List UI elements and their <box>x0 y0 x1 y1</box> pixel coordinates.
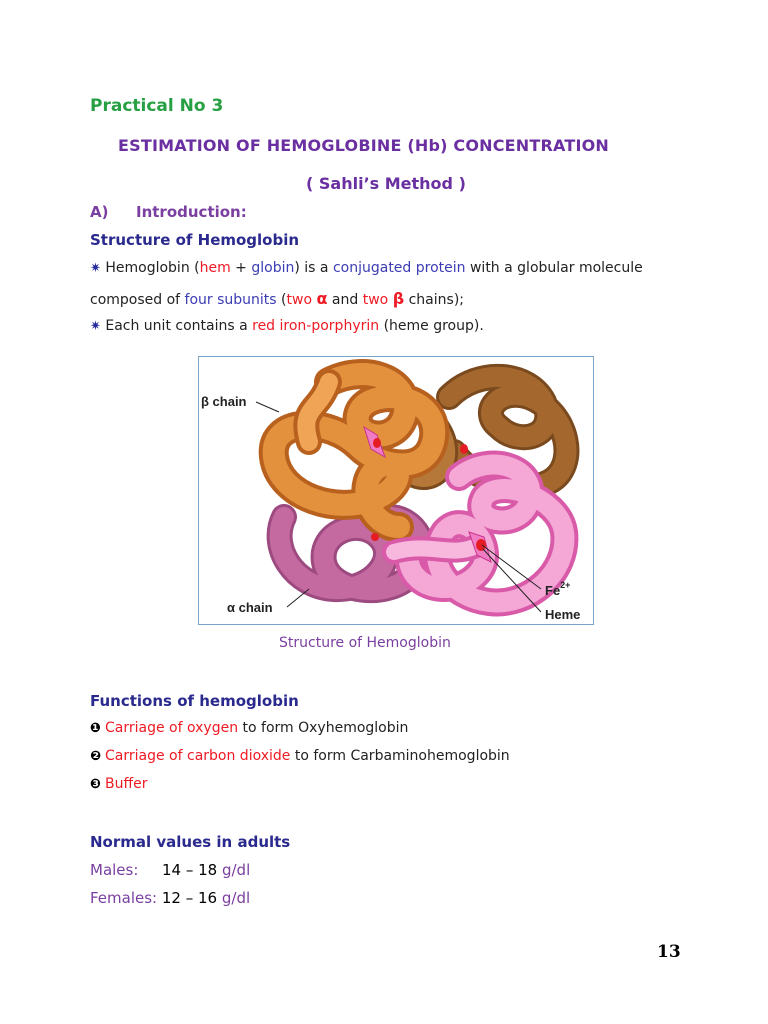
structure-heading: Structure of Hemoglobin <box>90 231 300 249</box>
function-item: ❷ Carriage of carbon dioxide to form Carbaminohemoglobin <box>90 748 510 764</box>
number-two-icon: ❷ <box>90 749 102 764</box>
main-title: ESTIMATION OF HEMOGLOBINE (Hb) CONCENTRATION <box>118 136 610 155</box>
function-item: ❸ Buffer <box>90 776 148 792</box>
females-row: Females: 12 – 16 g/dl <box>90 889 251 907</box>
number-one-icon: ❶ <box>90 721 102 736</box>
bullet-star-icon: ✷ <box>90 261 101 276</box>
section-a-label: A) <box>90 203 109 221</box>
number-three-icon: ❸ <box>90 777 102 792</box>
beta-chain-label: β chain <box>201 394 247 409</box>
bullet-1: ✷ Hemoglobin (hem + globin) is a conjugated protein with a globular molecule <box>90 260 643 276</box>
hemoglobin-illustration <box>199 357 593 624</box>
alpha-chain-label: α chain <box>227 600 273 615</box>
functions-heading: Functions of hemoglobin <box>90 692 299 710</box>
section-a-title: Introduction: <box>136 203 247 221</box>
figure-caption: Structure of Hemoglobin <box>279 635 451 651</box>
bullet-star-icon: ✷ <box>90 319 101 334</box>
method-title: ( Sahli’s Method ) <box>306 174 466 193</box>
practical-title: Practical No 3 <box>90 96 224 116</box>
normal-values-heading: Normal values in adults <box>90 833 291 851</box>
page-number: 13 <box>657 942 681 962</box>
beta-chain-orange <box>274 374 435 527</box>
bullet-1-line-2: composed of four subunits (two α and two β chains); <box>90 289 464 308</box>
heme-label: Heme <box>545 607 581 622</box>
males-row: Males: 14 – 18 g/dl <box>90 861 251 879</box>
beta-symbol: β <box>392 289 405 308</box>
bullet-2: ✷ Each unit contains a red iron-porphyrin (heme group). <box>90 318 484 334</box>
fe-label: $Fe^{2+}$ <box>545 580 571 598</box>
hemoglobin-figure <box>198 356 594 625</box>
alpha-symbol: α <box>316 289 328 308</box>
function-item: ❶ Carriage of oxygen to form Oxyhemoglobin <box>90 720 409 736</box>
